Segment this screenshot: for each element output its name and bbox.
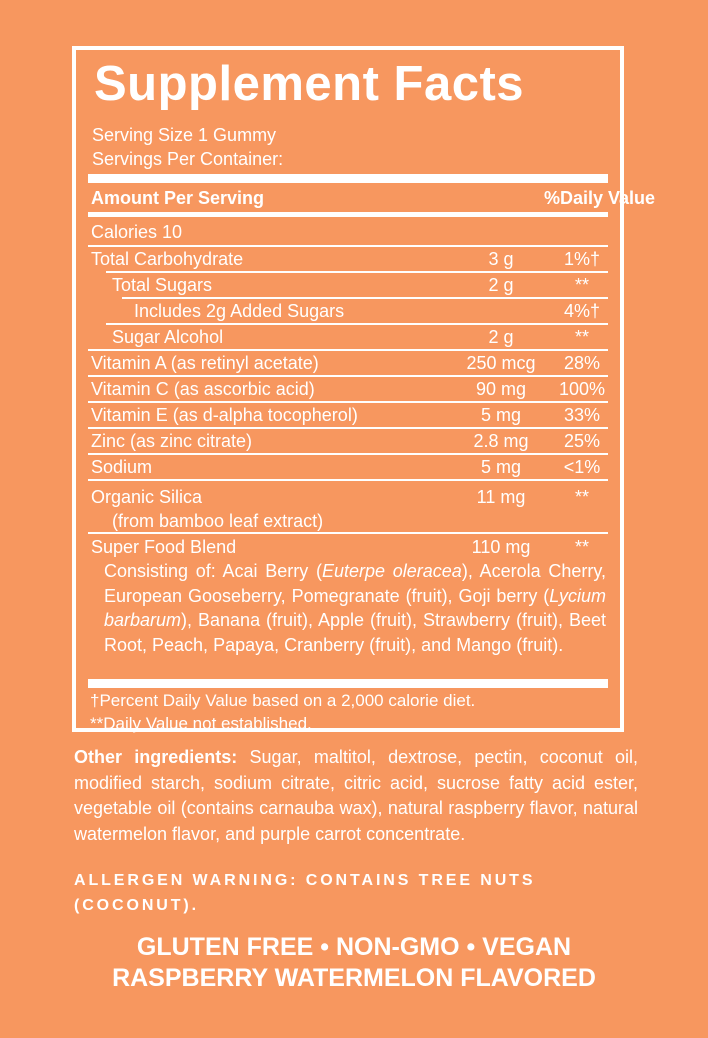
nutrient-amount: 11 mg — [476, 487, 526, 507]
table-row — [88, 350, 608, 376]
nutrient-label: Sugar Alcohol — [112, 327, 224, 347]
blend-text: ), Banana (fruit), Apple (fruit), Strawberry (fruit), Beet Root, Peach, Papaya, Cranberry (fruit), and Mango (fruit). — [104, 610, 606, 655]
nutrient-amount: 2 g — [488, 275, 514, 295]
nutrient-dv: ** — [574, 487, 590, 507]
nutrient-dv: 25% — [563, 431, 601, 451]
nutrient-label: Zinc (as zinc citrate) — [91, 431, 253, 451]
allergen-warning: ALLERGEN WARNING: CONTAINS TREE NUTS (COCONUT). — [74, 872, 536, 914]
table-row — [88, 484, 608, 510]
thick-divider-bottom — [88, 679, 608, 688]
nutrient-amount: 5 mg — [480, 457, 522, 477]
nutrient-dv: 1%† — [563, 249, 601, 269]
nutrient-label: Organic Silica — [91, 487, 203, 507]
table-row — [88, 272, 608, 298]
silica-source: (from bamboo leaf extract) — [112, 511, 324, 531]
table-row — [88, 402, 608, 428]
supplement-facts-panel — [72, 46, 656, 733]
nutrient-amount: 90 mg — [475, 379, 527, 399]
nutrient-dv: ** — [574, 537, 590, 557]
table-row — [88, 534, 608, 560]
nutrient-label: Total Carbohydrate — [91, 249, 244, 269]
nutrient-dv: 100% — [558, 379, 606, 399]
table-row — [88, 376, 608, 402]
panel-title: Supplement Facts — [94, 57, 525, 111]
nutrient-label: Total Sugars — [112, 275, 213, 295]
nutrient-dv: ** — [574, 327, 590, 347]
silica-source-row — [88, 508, 608, 534]
nutrient-label: Vitamin A (as retinyl acetate) — [91, 353, 319, 373]
nutrient-amount: 110 mg — [471, 537, 531, 557]
blend-ingredients — [104, 559, 606, 657]
table-row — [88, 428, 608, 454]
daily-value-header: %Daily Value — [544, 188, 656, 208]
table-header — [88, 185, 656, 211]
nutrient-dv: 4%† — [563, 301, 601, 321]
nutrient-label: Vitamin C (as ascorbic acid) — [91, 379, 315, 399]
blend-italic-name: Lycium barbarum — [104, 585, 606, 630]
nutrient-amount: 5 mg — [480, 405, 522, 425]
other-ingredients-text: Sugar, maltitol, dextrose, pectin, coconut oil, modified starch, sodium citrate, citric acid, sucrose fatty acid ester, vegetable oil (contains carnauba wax), natural raspberry flavor, natural watermelon flavor, and purple carrot concentrate. — [74, 747, 639, 844]
blend-text: ), Acerola Cherry, European Gooseberry, Pomegranate (fruit), Goji berry ( — [104, 561, 606, 606]
product-claims: GLUTEN FREE • NON-GMO • VEGAN — [136, 933, 572, 961]
nutrient-label: Vitamin E (as d-alpha tocopherol) — [91, 405, 358, 425]
calories-row — [88, 219, 608, 245]
thick-divider-top — [88, 174, 608, 183]
nutrient-amount: 2 g — [488, 327, 514, 347]
nutrient-label: Sodium — [91, 457, 153, 477]
other-ingredients-label: Other ingredients: — [74, 747, 238, 767]
nutrient-label: Includes 2g Added Sugars — [134, 301, 345, 321]
servings-per-container: Servings Per Container: — [92, 149, 284, 169]
nutrient-label: Super Food Blend — [91, 537, 237, 557]
footnote-daily-value: †Percent Daily Value based on a 2,000 calorie diet. — [90, 691, 476, 710]
calories-label: Calories 10 — [91, 222, 183, 242]
row-divider — [88, 479, 608, 481]
table-row — [88, 246, 608, 272]
nutrient-dv: <1% — [563, 457, 601, 477]
blend-text: Consisting of: Acai Berry ( — [104, 561, 322, 581]
nutrient-amount: 2.8 mg — [473, 431, 529, 451]
flavor-line: RASPBERRY WATERMELON FLAVORED — [112, 964, 596, 992]
medium-divider — [88, 212, 608, 217]
amount-per-serving-header: Amount Per Serving — [91, 188, 265, 208]
nutrient-dv: 28% — [563, 353, 601, 373]
other-ingredients — [74, 745, 638, 847]
nutrient-amount: 3 g — [488, 249, 514, 269]
serving-size: Serving Size 1 Gummy — [92, 125, 277, 145]
nutrient-amount: 250 mcg — [466, 353, 536, 373]
footnote-not-established: **Daily Value not established. — [90, 714, 312, 733]
table-row — [88, 454, 608, 480]
table-row — [88, 298, 608, 324]
table-row — [88, 324, 608, 350]
blend-italic-name: Euterpe oleracea — [322, 561, 462, 581]
nutrient-dv: ** — [574, 275, 590, 295]
nutrient-dv: 33% — [563, 405, 601, 425]
